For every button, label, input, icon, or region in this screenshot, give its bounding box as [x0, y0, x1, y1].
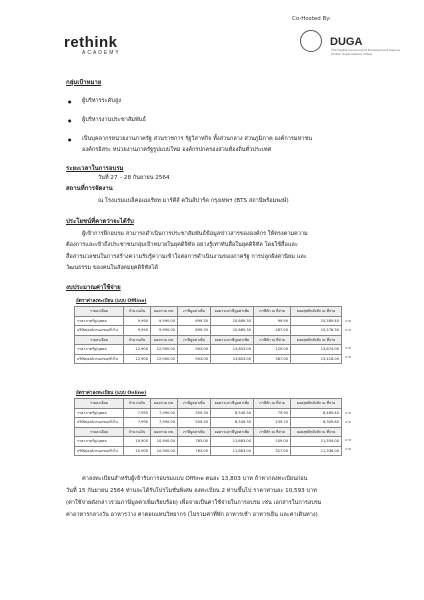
closing-line: วันที่ 15 กันยายน 2564 ท่านจะได้รับโปรโมชั่นพิเศษ ลงทะเบียน 2 ท่านขึ้นไป ราคาท่านละ 10,593 บาท — [66, 488, 317, 494]
table-cell: 903.00 — [178, 345, 211, 355]
table-cell: 699.30 — [178, 316, 211, 326]
table-cell: 13,803.00 — [211, 345, 254, 355]
venue-text: ณ โรงแรมแบล็คอแมเรียท มาร์คีส์ ควีนส์ปาร์ค กรุงเทพฯ (BTS สถานีพร้อมพงษ์) — [98, 198, 289, 204]
logo-main-text: rethink — [64, 34, 118, 51]
column-header: จำนวนเงิน — [124, 399, 151, 409]
duga-subtitle: The Digital Government Development Agency (Public Organization) (DGA) — [331, 48, 401, 56]
table-cell: 99.90 — [254, 316, 291, 326]
target-item-continued: องค์กรอิสระ หน่วยงานภาครัฐรูปแบบใหม่ องค์กรปกครองส่วนท้องถิ่นทั่วประเทศ — [82, 147, 272, 153]
column-header: จำนวนเงิน — [124, 307, 151, 317]
table-row — [75, 316, 342, 326]
table-cell: 8,549.30 — [211, 408, 254, 418]
offline-fee-table — [74, 306, 342, 364]
table-row — [75, 326, 342, 336]
table-row — [75, 354, 342, 364]
table-cell: 10,900 — [124, 437, 151, 447]
benefits-line: ผู้เข้าการฝึกอบรม สามารถดำเนินการประชาสัมพันธ์ข้อมูลข่าวสารขององค์กร ให้ตรงตามความ — [82, 231, 308, 237]
table-cell: 13,416.00 — [291, 354, 342, 364]
column-header: ภาษีมูลค่าเพิ่ม — [178, 335, 211, 345]
column-header: รายละเอียด — [75, 399, 124, 409]
benefits-line: ต้องการและเข้าถึงประชาชนกลุ่มเป้าหมายในยุคดิจิทัล อย่างรู้เท่าทันสื่อในยุคดิจิทัล โดยใช้สื่อและ — [66, 242, 298, 248]
table-cell: 9,990.00 — [151, 326, 178, 336]
cohost-label: Co-Hosted By: — [292, 16, 331, 22]
table-cell: 10,276.30 — [291, 326, 342, 336]
closing-line: ค่าลงทะเบียนสำหรับผู้เข้ารับการอบรมแบบ Offline ตนละ 13,803 บาท ถ้าหากลงทะเบียนก่อน — [82, 476, 308, 482]
column-header: ภาษีมูลค่าเพิ่ม — [178, 399, 211, 409]
column-header: ยอดรวมภาษีมูลค่าเพิ่ม — [211, 399, 254, 409]
column-header: ภาษีหัก ณ ที่จ่าย — [254, 399, 291, 409]
table-cell: บริษัท/องค์กรเอกชน/ทั่วไป — [75, 418, 124, 428]
table-cell: 763.00 — [178, 437, 211, 447]
table-cell: 7,990.00 — [151, 408, 178, 418]
column-header: ยอดสุทธิหลังหัก ณ ที่จ่าย — [291, 335, 342, 345]
table-cell: บริษัท/องค์กรเอกชน/ทั่วไป — [75, 446, 124, 456]
table-cell: 239.70 — [254, 418, 291, 428]
column-header: ภาษีหัก ณ ที่จ่าย — [254, 427, 291, 437]
table-cell: 903.00 — [178, 354, 211, 364]
table-cell: 9,990 — [124, 316, 151, 326]
table-cell: 10,689.30 — [211, 326, 254, 336]
table-cell: 12,900.00 — [151, 354, 178, 364]
table-cell: 7,990 — [124, 418, 151, 428]
unit-label: บาท — [345, 411, 351, 415]
table-cell: 13,803.00 — [211, 354, 254, 364]
table-row — [75, 408, 342, 418]
duration-heading: ระยะเวลาในการอบรม — [66, 165, 124, 172]
table-cell: 387.00 — [254, 354, 291, 364]
unit-label: บาท — [345, 447, 351, 451]
unit-label: บาท — [345, 328, 351, 332]
table-cell: 11,554.00 — [291, 437, 342, 447]
table-cell: 11,336.00 — [291, 446, 342, 456]
offline-fee-label: อัตราค่าลงทะเบียน (แบบ Offline) — [76, 299, 147, 304]
table-header-row — [75, 399, 342, 409]
table-cell: ราคาภาครัฐ/บุคคล — [75, 316, 124, 326]
benefits-line: วัฒนธรรม ของคนในสังคมยุคดิจิทัลได้ — [66, 265, 159, 271]
table-cell: 12,900.00 — [151, 345, 178, 355]
table-cell: 9,990.00 — [151, 316, 178, 326]
duga-logo: DUGA — [330, 36, 363, 48]
rethink-academy-logo — [64, 35, 121, 56]
column-header: ภาษีหัก ณ ที่จ่าย — [254, 307, 291, 317]
benefits-line: สื่อสารมวลชนในการสร้างความรับรู้ความเข้าใจต่อการดำเนินงานของภาครัฐ การปลูกฝังค่านิยม และ — [66, 254, 307, 260]
table-cell: 327.00 — [254, 446, 291, 456]
table-cell: 11,663.00 — [211, 446, 254, 456]
table-header-row — [75, 427, 342, 437]
table-row — [75, 446, 342, 456]
table-cell: 79.90 — [254, 408, 291, 418]
closing-line: ค่าอาหารกลางวัน อาหารว่าง ค่าตอบแทนวิทยากร (ไม่รวมค่าที่พัก อาหารเช้า อาหารเย็น และค่าเดินทาง) — [66, 512, 318, 518]
column-header: ยอดรวม บท. — [151, 427, 178, 437]
table-cell: 559.30 — [178, 418, 211, 428]
column-header: จำนวนเงิน — [124, 335, 151, 345]
targets-heading: กลุ่มเป้าหมาย — [66, 79, 102, 86]
table-cell: ราคาภาครัฐ/บุคคล — [75, 408, 124, 418]
benefits-heading: ประโยชน์ที่คาดว่าจะได้รับ — [66, 218, 134, 225]
column-header: ภาษีมูลค่าเพิ่ม — [178, 307, 211, 317]
table-cell: 763.00 — [178, 446, 211, 456]
table-cell: 10,900.00 — [151, 446, 178, 456]
table-cell: 287.00 — [254, 326, 291, 336]
column-header: ยอดรวม บท. — [151, 399, 178, 409]
table-cell: 13,674.00 — [291, 345, 342, 355]
logo-sub-text: ACADEMY — [82, 50, 121, 56]
table-cell: 8,469.40 — [291, 408, 342, 418]
column-header: ภาษีมูลค่าเพิ่ม — [178, 427, 211, 437]
unit-label: บาท — [345, 346, 351, 350]
table-cell: 12,900 — [124, 354, 151, 364]
table-cell: บริษัท/องค์กรเอกชน/ทั่วไป — [75, 354, 124, 364]
online-fee-label: อัตราค่าลงทะเบียน (แบบ Online) — [76, 391, 147, 396]
table-cell: ราคาภาครัฐ/บุคคล — [75, 345, 124, 355]
column-header: รายละเอียด — [75, 307, 124, 317]
table-row — [75, 418, 342, 428]
table-cell: ราคาภาครัฐ/บุคคล — [75, 437, 124, 447]
table-cell: 12,900 — [124, 345, 151, 355]
table-cell: บริษัท/องค์กรเอกชน/ทั่วไป — [75, 326, 124, 336]
table-cell: 10,900.00 — [151, 437, 178, 447]
table-cell: 699.30 — [178, 326, 211, 336]
table-cell: 8,549.30 — [211, 418, 254, 428]
online-fee-table — [74, 398, 342, 456]
table-cell: 10,589.40 — [291, 316, 342, 326]
table-row — [75, 345, 342, 355]
column-header: ยอดรวม บท. — [151, 335, 178, 345]
column-header: รายละเอียด — [75, 335, 124, 345]
column-header: ยอดสุทธิหลังหัก ณ ที่จ่าย — [291, 427, 342, 437]
column-header: ยอดรวมภาษีมูลค่าเพิ่ม — [211, 307, 254, 317]
venue-heading: สถานที่การจัดงาน — [66, 185, 113, 192]
table-cell: 10,689.30 — [211, 316, 254, 326]
column-header: ยอดสุทธิหลังหัก ณ ที่จ่าย — [291, 307, 342, 317]
table-cell: 8,309.60 — [291, 418, 342, 428]
unit-label: บาท — [345, 420, 351, 424]
column-header: ยอดรวมภาษีมูลค่าเพิ่ม — [211, 335, 254, 345]
column-header: ยอดรวม บท. — [151, 307, 178, 317]
table-header-row — [75, 335, 342, 345]
table-cell: 559.30 — [178, 408, 211, 418]
column-header: ยอดสุทธิหลังหัก ณ ที่จ่าย — [291, 399, 342, 409]
budget-heading: งบประมาณค่าใช้จ่าย — [66, 284, 121, 291]
target-item: ● ผู้บริหารระดับสูง — [82, 97, 121, 106]
column-header: ภาษีหัก ณ ที่จ่าย — [254, 335, 291, 345]
column-header: รายละเอียด — [75, 427, 124, 437]
table-cell: 129.00 — [254, 345, 291, 355]
unit-label: บาท — [345, 438, 351, 442]
table-row — [75, 437, 342, 447]
column-header: ยอดรวมภาษีมูลค่าเพิ่ม — [211, 427, 254, 437]
unit-label: บาท — [345, 355, 351, 359]
table-header-row — [75, 307, 342, 317]
table-cell: 7,990.00 — [151, 418, 178, 428]
closing-line: (ค่าใช้จ่ายดังกล่าวรวมภาษีมูลค่าเพิ่มเรียบร้อย) เพื่อจ่ายเป็นค่าใช้จ่ายในการอบรม เช่น เอกสารในการอบรม — [66, 500, 322, 506]
table-cell: 11,663.00 — [211, 437, 254, 447]
training-dates: วันที่ 27 – 28 กันยายน 2564 — [98, 175, 170, 181]
table-cell: 9,990 — [124, 326, 151, 336]
target-item: ● ผู้บริหารงานประชาสัมพันธ์ — [82, 116, 146, 125]
unit-label: บาท — [345, 319, 351, 323]
table-cell: 10,900 — [124, 446, 151, 456]
government-seal-icon — [300, 30, 322, 52]
table-cell: 7,990 — [124, 408, 151, 418]
table-cell: 109.00 — [254, 437, 291, 447]
target-item: ● เป็นบุคลากรหน่วยงานภาครัฐ ส่วนราชการ รัฐวิสาหกิจ ทั้งส่วนกลาง ส่วนภูมิภาค องค์การมหาชน — [82, 135, 312, 144]
column-header: จำนวนเงิน — [124, 427, 151, 437]
